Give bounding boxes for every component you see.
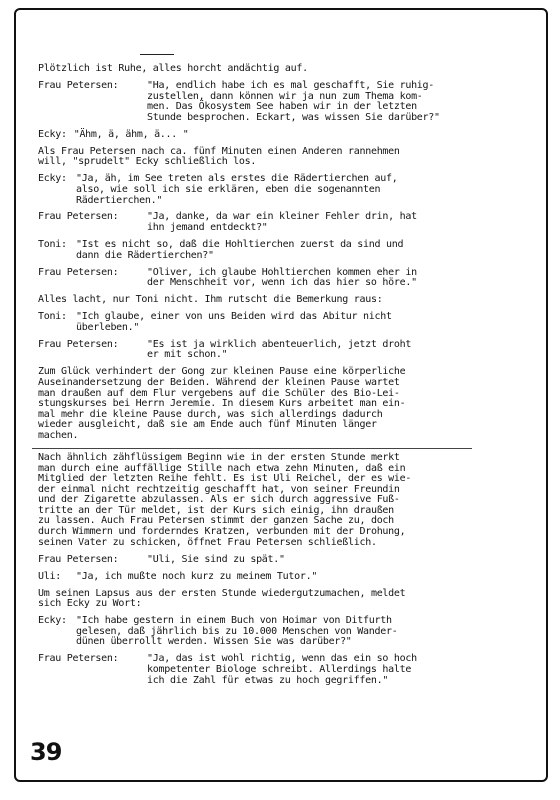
dialogue-line bbox=[38, 130, 532, 141]
speaker-label: Toni: bbox=[38, 311, 67, 323]
speaker-label: Frau Petersen: bbox=[38, 338, 119, 350]
speaker-label: Frau Petersen: bbox=[38, 653, 119, 665]
paragraph-break: Zum Glück verhindert der Gong zur kleinen Pause eine körperliche Auseinandersetzung der Beiden. Während der kleinen Pause wartet man draußen auf dem Flur vergebens auf die Schüler des Bio-Lei- stungskurses bei Herrn Jeremie. In diesem Kurs arbeitet man ein- mal mehr die kleine Pause durch, was sich allerdings dadurch wieder ausgleicht, daß sie am Ende auch fünf Minuten länger machen. bbox=[38, 366, 406, 441]
paragraph-laughter: Alles lacht, nur Toni nicht. Ihm rutscht die Bemerkung raus: bbox=[38, 294, 383, 306]
paragraph-lapsus: Um seinen Lapsus aus der ersten Stunde wiedergutzumachen, meldet sich Ecky zu Wort: bbox=[38, 587, 406, 610]
section-divider bbox=[32, 448, 472, 449]
dialogue-text: "Ja, das ist wohl richtig, wenn das ein so hoch kompetenter Biologe schreibt. Allerdings halte ich die Zahl für etwas zu hoch gegriffen." bbox=[147, 653, 417, 686]
speaker-label: Ecky: bbox=[38, 173, 67, 185]
paragraph-ecky-starts: Als Frau Petersen nach ca. fünf Minuten einen Anderen rannehmen will, "sprudelt" Ecky schließlich los. bbox=[38, 145, 400, 168]
dialogue-text: "Ja, äh, im See treten als erstes die Rädertierchen auf, also, wie soll ich sie erklären, eben die sogenannten Rädertierchen." bbox=[76, 173, 398, 206]
dialogue-line bbox=[38, 268, 532, 289]
page-number: 39 bbox=[30, 738, 62, 766]
dialogue-line bbox=[38, 174, 532, 206]
dialogue-text: "Uli, Sie sind zu spät." bbox=[147, 553, 285, 565]
dialogue-text: "Ähm, ä, ähm, ä... " bbox=[73, 128, 189, 140]
dialogue-line bbox=[38, 312, 532, 333]
speaker-label: Uli: bbox=[38, 570, 61, 582]
dialogue-text: "Ja, ich mußte noch kurz zu meinem Tutor." bbox=[76, 570, 318, 582]
speaker-label: Toni: bbox=[38, 239, 67, 251]
dialogue-line bbox=[38, 555, 532, 566]
dialogue-line bbox=[38, 654, 532, 686]
dialogue-line bbox=[38, 240, 532, 261]
dialogue-text: "Oliver, ich glaube Hohltierchen kommen eher in der Menschheit vor, wenn ich das hier so höre." bbox=[147, 266, 417, 289]
dialogue-line bbox=[38, 572, 532, 583]
paragraph-uli-late: Nach ähnlich zähflüssigem Beginn wie in der ersten Stunde merkt man durch eine auffällige Stille nach etwa zehn Minuten, daß ein Mitglied der letzten Reihe fehlt. Es ist Uli Reichel, der es wie- der einmal nicht rechtzeitig geschafft hat, von seiner Freundin und der Zigarette abzulassen. Als er sich durch aggressive Fuß- tritte an der Tür meldet, ist der Kurs sich einig, ihn draußen zu lassen. Auch Frau Petersen stimmt der ganzen Sache zu, doch durch Wimmern und forderndes Kratzen, verbunden mit der Drohung, seinen Vater zu schicken, öffnet Frau Petersen schließlich. bbox=[38, 451, 412, 548]
dialogue-text: "Ich glaube, einer von uns Beiden wird das Abitur nicht überleben." bbox=[76, 311, 392, 333]
page-content bbox=[38, 64, 532, 693]
paragraph-silence: Plötzlich ist Ruhe, alles horcht andächtig auf. bbox=[38, 63, 308, 74]
speaker-label: Frau Petersen: bbox=[38, 79, 119, 91]
speaker-label: Ecky: bbox=[38, 615, 67, 627]
dialogue-text: "Ich habe gestern in einem Buch von Hoimar von Ditfurth gelesen, daß jährlich bis zu 10.000 Menschen von Wander- dünen überrollt werden. Wissen Sie was darüber?" bbox=[76, 615, 398, 648]
top-rule bbox=[140, 54, 174, 55]
speaker-label: Frau Petersen: bbox=[38, 266, 119, 278]
speaker-label: Frau Petersen: bbox=[38, 211, 119, 223]
dialogue-text: "Ja, danke, da war ein kleiner Fehler drin, hat ihn jemand entdeckt?" bbox=[147, 211, 417, 234]
dialogue-text: "Es ist ja wirklich abenteuerlich, jetzt droht er mit schon." bbox=[147, 338, 412, 361]
dialogue-line bbox=[38, 212, 532, 233]
dialogue-line bbox=[38, 81, 532, 123]
speaker-label: Frau Petersen: bbox=[38, 553, 119, 565]
dialogue-line bbox=[38, 340, 532, 361]
dialogue-text: "Ist es nicht so, daß die Hohltierchen zuerst da sind und dann die Rädertierchen?" bbox=[76, 239, 404, 261]
dialogue-text: "Ha, endlich habe ich es mal geschafft, Sie ruhig- zustellen, dann können wir ja nun zum Thema kom- men. Das Ökosystem See haben wir in der letzten Stunde besprochen. Eckart, was wissen Sie darüber?" bbox=[147, 79, 440, 123]
dialogue-line bbox=[38, 616, 532, 648]
speaker-label: Ecky: bbox=[38, 128, 67, 140]
